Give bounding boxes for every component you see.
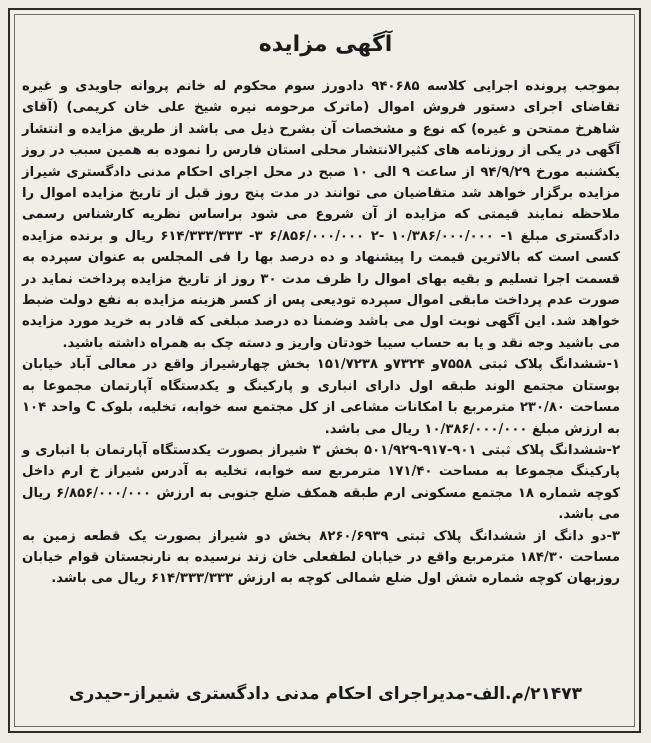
notice-body <box>22 76 620 590</box>
notice-paragraph-intro: بموجب پرونده اجرایی کلاسه ۹۴۰۶۸۵ دادورز سوم محکوم له خانم پروانه جاویدی و غیره تقاضای اجرای دستور فروش اموال (ماترک مرحومه نیره شیخ علی خان کریمی) (آقای شاهرخ ممتحن و غیره) که نوع و مشخصات آن بشرح ذیل می باشد از طریق مزایده و انتشار آگهی در یکی از روزنامه های کثیرالانتشار محلی استان فارس را نموده به همین سبب در روز یکشنبه مورخ ۹۴/۹/۲۹ از ساعت ۹ الی ۱۰ صبح در محل اجرای احکام مدنی دادگستری شیراز مزایده برگزار خواهد شد متقاضیان می توانند در مدت پنج روز قبل از تاریخ مزایده اموال را ملاحظه نمایند قیمتی که مزایده از آن شروع می شود براساس نظریه کارشناس رسمی دادگستری مبلغ ۱- ۱۰/۳۸۶/۰۰۰/۰۰۰ -۲ ۶/۸۵۶/۰۰۰/۰۰۰ ۳- ۶۱۴/۳۳۳/۳۳۳ ریال و برنده مزایده کسی است که بالاترین قیمت را پیشنهاد و ده درصد بها را فی المجلس به عنوان سپرده به قسمت اجرا تسلیم و بقیه بهای اموال را ظرف مدت ۳۰ روز از تاریخ مزایده پرداخت نماید در صورت عدم پرداخت مابقی اموال سپرده تودیعی پس از کسر هزینه مزایده به نفع دولت ضبط خواهد شد. این آگهی نوبت اول می باشد وضمنا ده درصد مبلغی که قادر به خرید مورد مزایده می باشید وجه نقد و یا به حساب سیبا خودتان واریز و دسته چک به همراه داشته باشید. <box>22 79 621 351</box>
notice-paragraph-item-2: ۲-ششدانگ پلاک ثبتی ۹۰۱-۹۱۷-۵۰۱/۹۲۹ بخش ۳ شیراز بصورت یکدستگاه آپارتمان با انباری و پارکینگ مجموعا به مساحت ۱۷۱/۴۰ مترمربع سه خوابه، تخلیه به آدرس شیراز خ ارم داخل کوچه شماره ۱۸ مجتمع مسکونی ارم طبقه همکف ضلع جنوبی به ارزش ۶/۸۵۶/۰۰۰/۰۰۰ ریال می باشد. <box>22 442 621 523</box>
notice-paragraph-item-3: ۳-دو دانگ از ششدانگ پلاک ثبتی ۸۲۶۰/۶۹۳۹ بخش دو شیراز بصورت یک قطعه زمین به مساحت ۱۸۴/۳۰ مترمربع واقع در خیابان لطفعلی خان زند نرسیده به نارنجستان قوام خیابان روزبهان کوچه شماره شش اول ضلع شمالی کوچه به ارزش ۶۱۴/۳۳۳/۳۳۳ ریال می باشد. <box>22 528 620 587</box>
notice-paragraph-item-1: ۱-ششدانگ پلاک ثبتی ۷۵۵۸و ۷۳۲۴و ۱۵۱/۷۲۳۸ بخش چهارشیراز واقع در معالی آباد خیابان بوستان مجتمع الوند طبقه اول دارای انباری و پارکینگ و یکدستگاه آپارتمان مجموعا به مساحت ۲۳۰/۸۰ مترمربع با امکانات مشاعی از کل مجتمع سه خوابه، تخلیه، بلوک C واحد ۱۰۴ به ارزش مبلغ ۱۰/۳۸۶/۰۰۰/۰۰۰ ریال می باشد. <box>22 357 620 437</box>
notice-signature: ۲۱۴۷۳/م.الف-مدیراجرای احکام مدنی دادگستری شیراز-حیدری <box>68 684 583 704</box>
notice-title: آگهی مزایده <box>258 32 393 57</box>
